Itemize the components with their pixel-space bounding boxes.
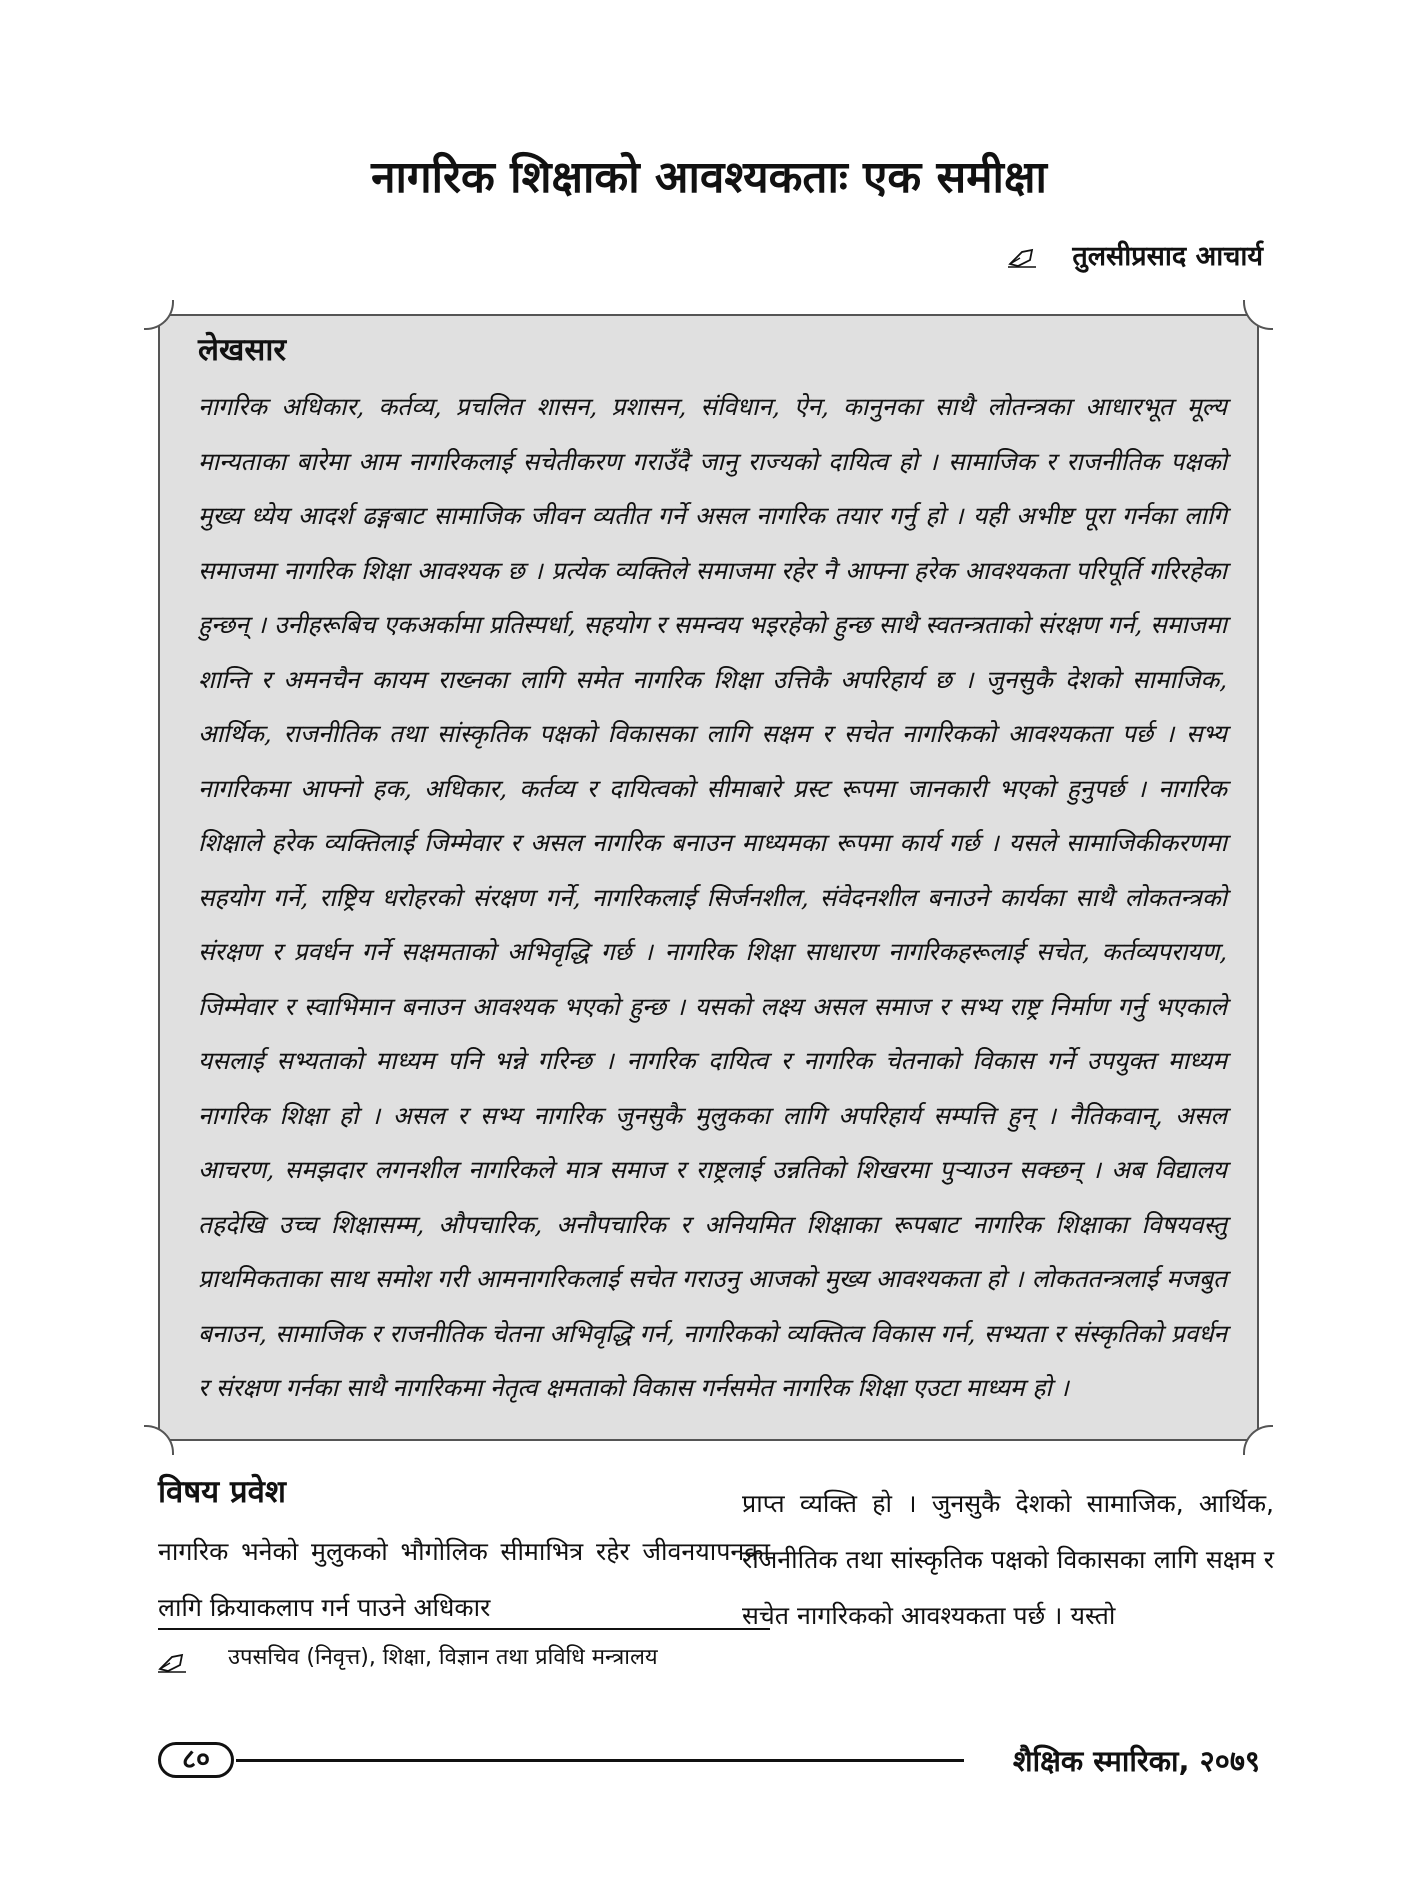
page-footer (158, 1740, 1260, 1784)
author-line (1008, 236, 1263, 273)
abstract-box (158, 314, 1259, 1441)
article-title: नागरिक शिक्षाको आवश्यकताः एक समीक्षा (371, 152, 1047, 203)
page-number: ८० (158, 1742, 234, 1778)
intro-left-column (158, 1470, 770, 1636)
box-corner (144, 1425, 174, 1455)
intro-left-text: नागरिक भनेको मुलुकको भौगोलिक सीमाभित्र रहेर जीवनयापनका लागि क्रियाकलाप गर्न पाउने अधिकार (158, 1537, 770, 1622)
intro-right-text: प्राप्त व्यक्ति हो । जुनसुकै देशको सामाजिक, आर्थिक, राजनीतिक तथा सांस्कृतिक पक्षको विकासका लागि सक्षम र सचेत नागरिकको आवश्यकता पर्छ । यस्तो (742, 1489, 1274, 1630)
footnote (158, 1638, 770, 1678)
footnote-text: उपसचिव (निवृत्त), शिक्षा, विज्ञान तथा प्रविधि मन्त्रालय (228, 1645, 658, 1670)
section-heading: विषय प्रवेश (158, 1474, 286, 1510)
abstract-heading: लेखसार (198, 332, 287, 368)
box-corner (144, 300, 174, 330)
author-name: तुलसीप्रसाद आचार्य (1072, 241, 1263, 272)
intro-right-column (742, 1476, 1274, 1644)
abstract-text: नागरिक अधिकार, कर्तव्य, प्रचलित शासन, प्रशासन, संविधान, ऐन, कानुनका साथै लोतन्त्रका आधारभूत मूल्य मान्यताका बारेमा आम नागरिकलाई सचेतीकरण गराउँदै जानु राज्यको दायित्व हो । सामाजिक र राजनीतिक पक्षको मुख्य ध्येय आदर्श ढङ्गबाट सामाजिक जीवन व्यतीत गर्ने असल नागरिक तयार गर्नु हो । यही अभीष्ट पूरा गर्नका लागि समाजमा नागरिक शिक्षा आवश्यक छ । प्रत्येक व्यक्तिले समाजमा रहेर नै आफ्ना हरेक आवश्यकता परिपूर्ति गरिरहेका हुन्छन् । उनीहरूबिच एकअर्कामा प्रतिस्पर्धा, सहयोग र समन्वय भइरहेको हुन्छ साथै स्वतन्त्रताको संरक्षण गर्न, समाजमा शान्ति र अमनचैन कायम राख्नका लागि समेत नागरिक शिक्षा उत्तिकै अपरिहार्य छ । जुनसुकै देशको सामाजिक, आर्थिक, राजनीतिक तथा सांस्कृतिक पक्षको विकासका लागि सक्षम र सचेत नागरिकको आवश्यकता पर्छ । सभ्य नागरिकमा आफ्नो हक, अधिकार, कर्तव्य र दायित्वको सीमाबारे प्रस्ट रूपमा जानकारी भएको हुनुपर्छ । नागरिक शिक्षाले हरेक व्यक्तिलाई जिम्मेवार र असल नागरिक बनाउन माध्यमका रूपमा कार्य गर्छ । यसले सामाजिकीकरणमा सहयोग गर्ने, राष्ट्रिय धरोहरको संरक्षण गर्ने, नागरिकलाई सिर्जनशील, संवेदनशील बनाउने कार्यका साथै लोकतन्त्रको संरक्षण र प्रवर्धन गर्ने सक्षमताको अभिवृद्धि गर्छ । नागरिक शिक्षा साधारण नागरिकहरूलाई सचेत, कर्तव्यपरायण, जिम्मेवार र स्वाभिमान बनाउन आवश्यक भएको हुन्छ । यसको लक्ष्य असल समाज र सभ्य राष्ट्र निर्माण गर्नु भएकाले यसलाई सभ्यताको माध्यम पनि भन्ने गरिन्छ । नागरिक दायित्व र नागरिक चेतनाको विकास गर्ने उपयुक्त माध्यम नागरिक शिक्षा हो । असल र सभ्य नागरिक जुनसुकै मुलुकका लागि अपरिहार्य सम्पत्ति हुन् । नैतिकवान्, असल आचरण, समझदार लगनशील नागरिकले मात्र समाज र राष्ट्रलाई उन्नतिको शिखरमा पुर्‍याउन सक्छन् । अब विद्यालय तहदेखि उच्च शिक्षासम्म, औपचारिक, अनौपचारिक र अनियमित शिक्षाका रूपबाट नागरिक शिक्षाका विषयवस्तु प्राथमिकताका साथ समोश गरी आमनागरिकलाई सचेत गराउनु आजको मुख्य आवश्यकता हो । लोकततन्त्रलाई मजबुत बनाउन, सामाजिक र राजनीतिक चेतना अभिवृद्धि गर्न, नागरिकको व्यक्तित्व विकास गर्न, सभ्यता र संस्कृतिको प्रवर्धन र संरक्षण गर्नका साथै नागरिकमा नेतृत्व क्षमताको विकास गर्नसमेत नागरिक शिक्षा एउटा माध्यम हो । (198, 392, 1227, 1402)
box-corner (1243, 300, 1273, 330)
footnote-divider (158, 1628, 770, 1630)
pen-nib-icon (158, 1647, 188, 1669)
pen-nib-icon (1008, 244, 1038, 266)
box-corner (1243, 1425, 1273, 1455)
publication-title: शैक्षिक स्मारिका, २०७९ (1012, 1744, 1260, 1778)
footer-divider (236, 1759, 964, 1762)
